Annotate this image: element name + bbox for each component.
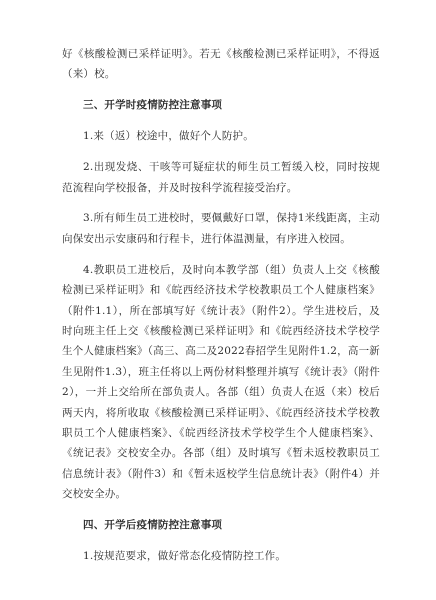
paragraph-item-3: 3.所有师生员工进校时，要佩戴好口罩，保持1米线距离，主动向保安出示安康码和行程卡，进行体温测量，有序进入校园。 [62, 212, 380, 245]
section-heading-3: 三、开学时疫情防控注意事项 [83, 99, 223, 112]
document-body [62, 44, 380, 577]
section-heading-4: 四、开学后疫情防控注意事项 [83, 519, 223, 532]
paragraph-item-2: 2.出现发烧、干咳等可疑症状的师生员工暂缓入校，同时按规范流程向学校报备，并及时按科学流程接受治疗。 [62, 161, 380, 194]
continuation-paragraph: 好《核酸检测已采样证明》。若无《核酸检测已采样证明》，不得返（来）校。 [62, 48, 380, 81]
paragraph-item-4-1: 1.按规范要求，做好常态化疫情防控工作。 [83, 550, 287, 563]
paragraph-item-4: 4.教职员工进校后，及时向本教学部（组）负责人上交《核酸检测已采样证明》和《皖西经济技术学校教职员工个人健康档案》（附件1.1），所在部填写好《统计表》（附件2）。学生进校后，及时向班主任上交《核酸检测已采样证明》和《皖西经济技术学校学生个人健康档案》（高三、高二及2022春招学生见附件1.2，高一新生见附件1.3），班主任将以上两份材料整理并填写《统计表》（附件2），一并上交给所在部负责人。各部（组）负责人在返（来）校后两天内，将所收取《核酸检测已采样证明》、《皖西经济技术学校教职员工个人健康档案》、《皖西经济技术学校学生个人健康档案》、《统记表》交校安全办。各部（组）及时填写《暂未返校教职员工信息统计表》（附件3）和《暂未返校学生信息统计表》（附件4）并交校安全办。 [62, 263, 380, 501]
paragraph-item-1: 1.来（返）校途中，做好个人防护。 [83, 130, 254, 143]
